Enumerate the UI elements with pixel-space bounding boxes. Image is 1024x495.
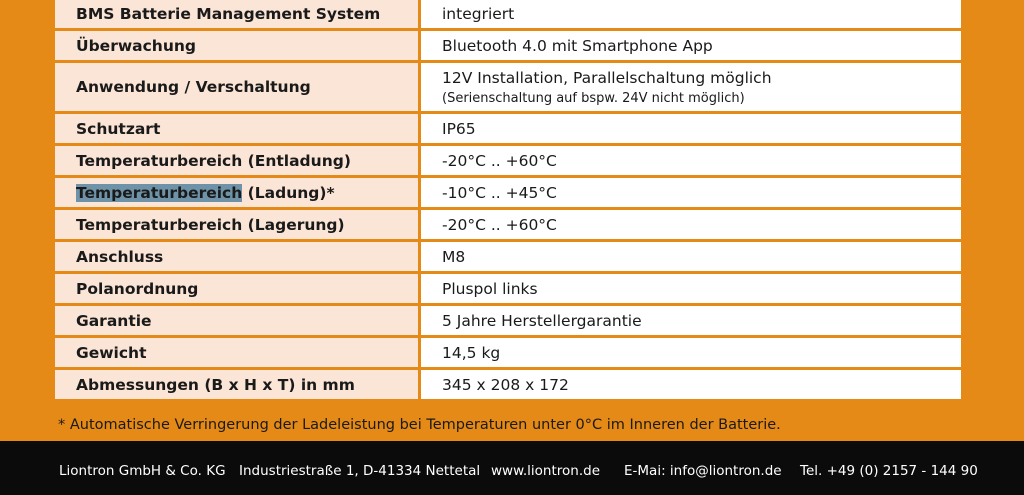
spec-value-main: 12V Installation, Parallelschaltung möglich: [442, 68, 772, 87]
table-row: [55, 63, 961, 114]
spec-value: -20°C .. +60°C: [421, 210, 961, 242]
text-selection-highlight[interactable]: Temperaturbereich: [76, 183, 243, 202]
table-row: [55, 242, 961, 274]
spec-value: Pluspol links: [421, 274, 961, 306]
table-row: [55, 114, 961, 146]
table-row: [55, 210, 961, 242]
spec-value: integriert: [421, 0, 961, 31]
spec-value: 345 x 208 x 172: [421, 370, 961, 402]
spec-value: [421, 63, 961, 114]
spec-label[interactable]: [55, 178, 421, 210]
spec-label: BMS Batterie Management System: [55, 0, 421, 31]
table-row: [55, 146, 961, 178]
spec-value: M8: [421, 242, 961, 274]
spec-value: 5 Jahre Herstellergarantie: [421, 306, 961, 338]
table-row: [55, 178, 961, 210]
spec-label: Überwachung: [55, 31, 421, 63]
spec-value: -10°C .. +45°C: [421, 178, 961, 210]
spec-value: 14,5 kg: [421, 338, 961, 370]
table-row: [55, 31, 961, 63]
footer-website[interactable]: www.liontron.de: [491, 463, 601, 479]
footer: [0, 441, 1024, 495]
table-row: [55, 306, 961, 338]
spec-label: Temperaturbereich (Entladung): [55, 146, 421, 178]
spec-label: Abmessungen (B x H x T) in mm: [55, 370, 421, 402]
spec-label: Anschluss: [55, 242, 421, 274]
spec-value: -20°C .. +60°C: [421, 146, 961, 178]
footnote: * Automatische Verringerung der Ladeleistung bei Temperaturen unter 0°C im Inneren der Batterie.: [58, 417, 781, 433]
footer-phone: Tel. +49 (0) 2157 - 144 90: [800, 463, 978, 479]
footer-address: Industriestraße 1, D-41334 Nettetal: [239, 463, 481, 479]
table-row: [55, 0, 961, 31]
spec-value: Bluetooth 4.0 mit Smartphone App: [421, 31, 961, 63]
table-row: [55, 274, 961, 306]
spec-label: Garantie: [55, 306, 421, 338]
spec-label: Gewicht: [55, 338, 421, 370]
spec-label-rest: (Ladung)*: [242, 183, 335, 202]
spec-label: Anwendung / Verschaltung: [55, 63, 421, 114]
spec-label: Temperaturbereich (Lagerung): [55, 210, 421, 242]
table-row: [55, 338, 961, 370]
footer-company: Liontron GmbH & Co. KG: [59, 463, 226, 479]
spec-label: Polanordnung: [55, 274, 421, 306]
spec-table: [55, 0, 961, 402]
spec-value-note: (Serienschaltung auf bspw. 24V nicht möglich): [442, 90, 745, 106]
footer-email[interactable]: E-Mai: info@liontron.de: [624, 463, 782, 479]
spec-value: IP65: [421, 114, 961, 146]
spec-label: Schutzart: [55, 114, 421, 146]
table-row: [55, 370, 961, 402]
